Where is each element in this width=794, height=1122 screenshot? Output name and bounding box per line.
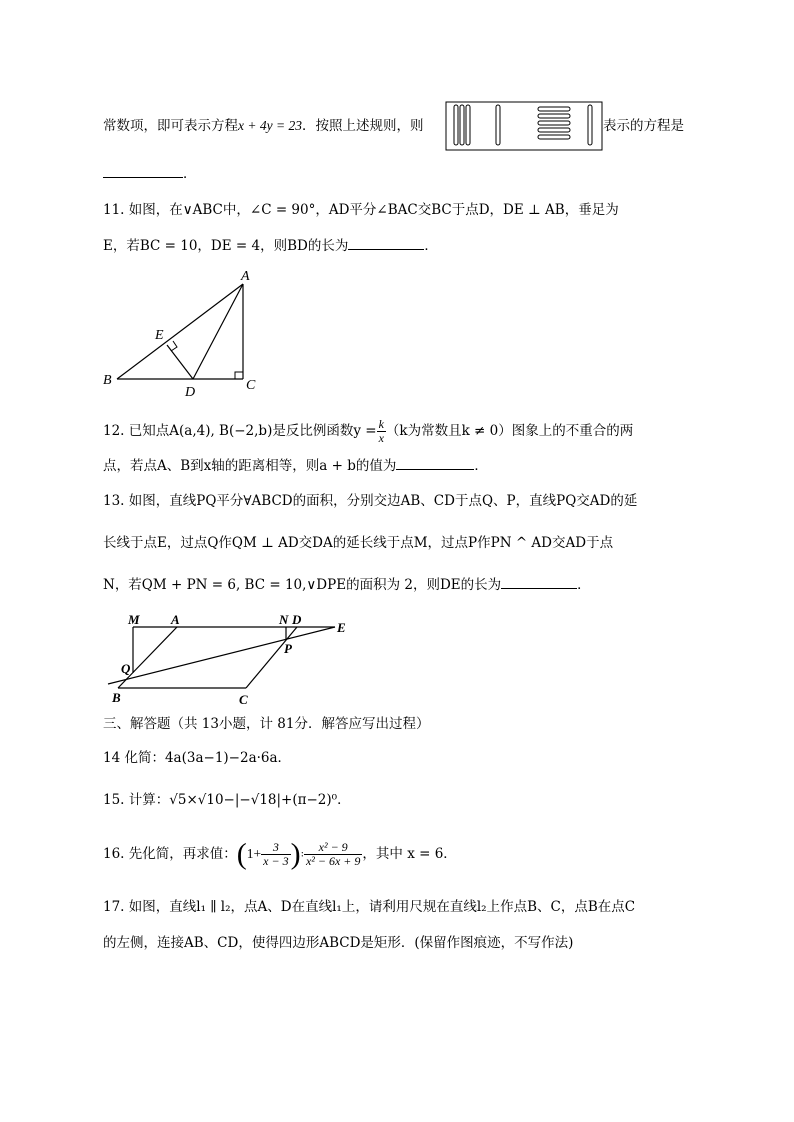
- rod-box-frame: [446, 102, 602, 150]
- q13-parallelogram-figure: [100, 606, 360, 710]
- rod-vertical-1: [454, 105, 458, 145]
- segment-DE: [167, 345, 193, 379]
- q16-fraction-1: [261, 841, 290, 868]
- q11-triangle-figure: [100, 266, 270, 400]
- label-Q: Q: [121, 661, 131, 676]
- label-N: N: [279, 612, 289, 627]
- q12-line2: [103, 455, 488, 476]
- q13-line3: [103, 574, 591, 595]
- q12-frac-num: k: [378, 417, 384, 431]
- q10-end: ．: [183, 166, 197, 182]
- q16-line: [103, 837, 457, 871]
- q13-text: N，若QM + PN = 6, BC = 10,∨DPE的面积为 2，则DE的长为: [103, 577, 502, 593]
- label-E: E: [337, 620, 346, 635]
- q12-fraction: [377, 418, 386, 445]
- q12-text-b: （k为常数且k ≠ 0）图象上的不重合的两: [385, 423, 634, 439]
- q10-text-a: 常数项，即可表示方程: [103, 118, 238, 134]
- rod-horizontal-3: [538, 121, 570, 125]
- q12-answer-blank: [396, 455, 474, 470]
- q16-open-paren: (: [236, 837, 247, 871]
- q12-text-c: 点，若点A、B到x轴的距离相等，则a + b的值为: [103, 458, 397, 474]
- q12-frac-den: x: [378, 431, 384, 445]
- q10-text-c: 表示的方程是: [603, 118, 684, 134]
- label-A: A: [241, 269, 250, 284]
- q17-line1: 17. 如图，直线l₁ ∥ l₂，点A、D在直线l₁上，请利用尺规在直线l₂上作点B、C，点B在点C: [103, 899, 636, 915]
- label-A: A: [171, 612, 180, 627]
- q16-f1-den: x − 3: [263, 854, 289, 868]
- label-C: C: [246, 378, 256, 393]
- q10-text-b: ．按照上述规则，则: [301, 118, 424, 134]
- q16-one-plus: 1+: [246, 846, 262, 861]
- rod-horizontal-2: [538, 114, 570, 118]
- rod-horizontal-5: [538, 135, 570, 139]
- segment-BA: [117, 284, 243, 379]
- label-C: C: [239, 692, 248, 707]
- rod-horizontal-1: [538, 107, 570, 111]
- rod-vertical-5: [588, 105, 592, 145]
- q10-line1: [103, 116, 423, 136]
- q16-close-paren: ): [290, 837, 301, 871]
- q17-line2: 的左侧，连接AB、CD，使得四边形ABCD是矩形．(保留作图痕迹，不写作法): [103, 935, 574, 951]
- q13-line2: 长线于点E，过点Q作QM ⊥ AD交DA的延长线于点M，过点P作PN ^ AD交AD于点: [103, 535, 614, 551]
- q12-line1: [103, 418, 633, 445]
- q11-text: E，若BC = 10，DE = 4，则BD的长为: [103, 238, 349, 254]
- rod-horizontal-4: [538, 128, 570, 132]
- q11-answer-blank: [348, 235, 424, 250]
- section-3-heading: 三、解答题（共 13小题，计 81分．解答应写出过程）: [103, 716, 430, 732]
- q16-f1-num: 3: [261, 841, 290, 855]
- q10-answer-blank: [103, 163, 183, 178]
- q12-text-a: 12. 已知点A(a,4), B(−2,b)是反比例函数y =: [103, 423, 377, 439]
- label-E: E: [155, 328, 164, 343]
- q11-line1: 11. 如图，在∨ABC中，∠C = 90°，AD平分∠BAC交BC于点D，DE ⊥ AB，垂足为: [103, 202, 619, 218]
- rod-vertical-2: [460, 105, 464, 145]
- q16-tail: ，其中 x = 6．: [362, 846, 457, 862]
- right-angle-mark-E: [171, 341, 177, 351]
- rod-vertical-3: [466, 105, 470, 145]
- line-QPE: [108, 627, 335, 684]
- label-D: D: [185, 385, 196, 400]
- q13-answer-blank: [501, 574, 577, 589]
- label-D: D: [292, 612, 302, 627]
- rod-vertical-4: [496, 105, 500, 145]
- q11-end: ．: [424, 238, 438, 254]
- segment-AD: [193, 284, 243, 379]
- q16-f2-den: x² − 6x + 9: [305, 854, 361, 868]
- q15-line: 15. 计算：√5×√10−|−√18|+(π−2)⁰．: [103, 792, 351, 808]
- q16-lead: 16. 先化简，再求值：: [103, 846, 237, 862]
- q13-end: ．: [577, 577, 591, 593]
- q16-division-sign: :: [300, 848, 304, 860]
- segment-CD: [246, 627, 297, 688]
- q10-equation: x + 4y = 23: [238, 118, 302, 133]
- label-P: P: [284, 641, 292, 656]
- label-M: M: [128, 612, 140, 627]
- right-angle-mark-C: [235, 372, 243, 379]
- counting-rod-figure: [445, 101, 603, 151]
- q14-line: 14 化简：4a(3a−1)−2a·6a．: [103, 750, 292, 766]
- q16-f2-num: x² − 9: [304, 841, 362, 855]
- label-B: B: [103, 373, 112, 388]
- q11-line2: [103, 235, 438, 256]
- q13-line1: 13. 如图，直线PQ平分∀ABCD的面积，分别交边AB、CD于点Q、P，直线PQ交AD的延: [103, 493, 638, 509]
- q12-end: ．: [474, 458, 488, 474]
- q10-answer-line: [103, 163, 197, 184]
- label-B: B: [112, 690, 121, 705]
- q16-fraction-2: [304, 841, 362, 868]
